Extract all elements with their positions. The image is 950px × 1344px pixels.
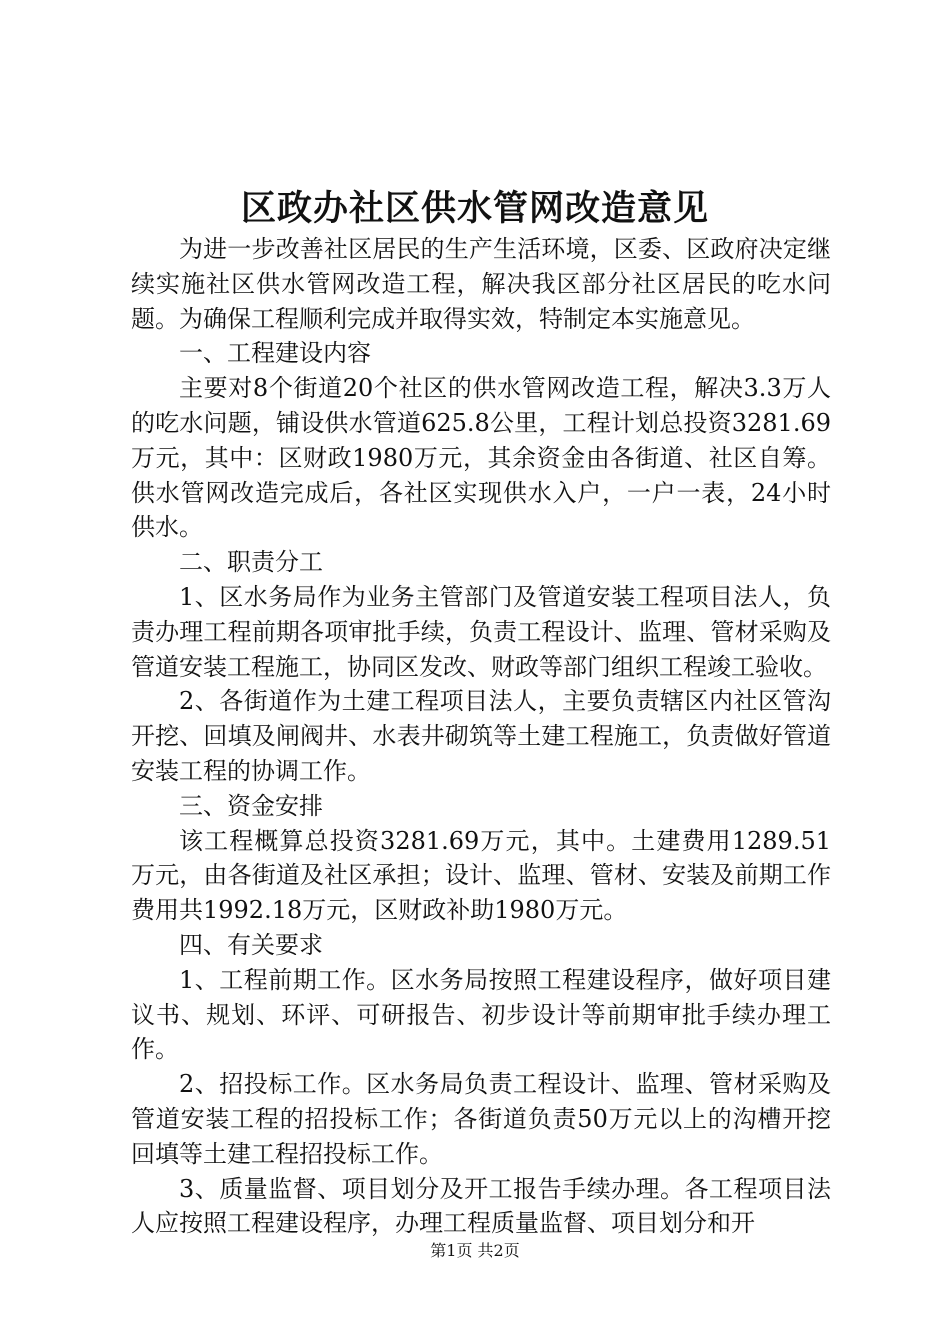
document-body [131,232,831,1241]
document-title: 区政办社区供水管网改造意见 [240,188,709,229]
paragraph-duty-1: 1、区水务局作为业务主管部门及管道安装工程项目法人，负责办理工程前期各项审批手续，负责工程设计、监理、管材采购及管道安装工程施工，协同区发改、财政等部门组织工程竣工验收。 [131,582,831,681]
paragraph-duty-2: 2、各街道作为土建工程项目法人，主要负责辖区内社区管沟开挖、回填及闸阀井、水表井砌筑等土建工程施工，负责做好管道安装工程的协调工作。 [131,687,831,785]
page-footer: 第1页 共2页 [430,1241,520,1260]
section-heading-4: 四、有关要求 [179,930,323,959]
section-heading-3: 三、资金安排 [179,791,323,820]
section-heading-1: 一、工程建设内容 [179,339,371,368]
paragraph-requirement-1: 1、工程前期工作。区水务局按照工程建设程序，做好项目建议书、规划、环评、可研报告、初步设计等前期审批手续办理工作。 [131,965,831,1064]
paragraph-content: 主要对8个街道20个社区的供水管网改造工程，解决3.3万人的吃水问题，铺设供水管道625.8公里，工程计划总投资3281.69万元，其中：区财政1980万元，其余资金由各街道、社区自筹。供水管网改造完成后，各社区实现供水入户，一户一表，24小时供水。 [131,374,831,542]
paragraph-funding: 该工程概算总投资3281.69万元，其中。土建费用1289.51万元，由各街道及社区承担；设计、监理、管材、安装及前期工作费用共1992.18万元，区财政补助1980万元。 [131,826,831,925]
section-heading-2: 二、职责分工 [179,548,323,577]
paragraph-requirement-3: 3、质量监督、项目划分及开工报告手续办理。各工程项目法人应按照工程建设程序，办理工程质量监督、项目划分和开 [131,1174,831,1238]
paragraph-requirement-2: 2、招投标工作。区水务局负责工程设计、监理、管材采购及管道安装工程的招投标工作；各街道负责50万元以上的沟槽开挖回填等土建工程招投标工作。 [131,1070,831,1168]
paragraph-intro: 为进一步改善社区居民的生产生活环境，区委、区政府决定继续实施社区供水管网改造工程，解决我区部分社区居民的吃水问题。为确保工程顺利完成并取得实效，特制定本实施意见。 [131,235,831,333]
